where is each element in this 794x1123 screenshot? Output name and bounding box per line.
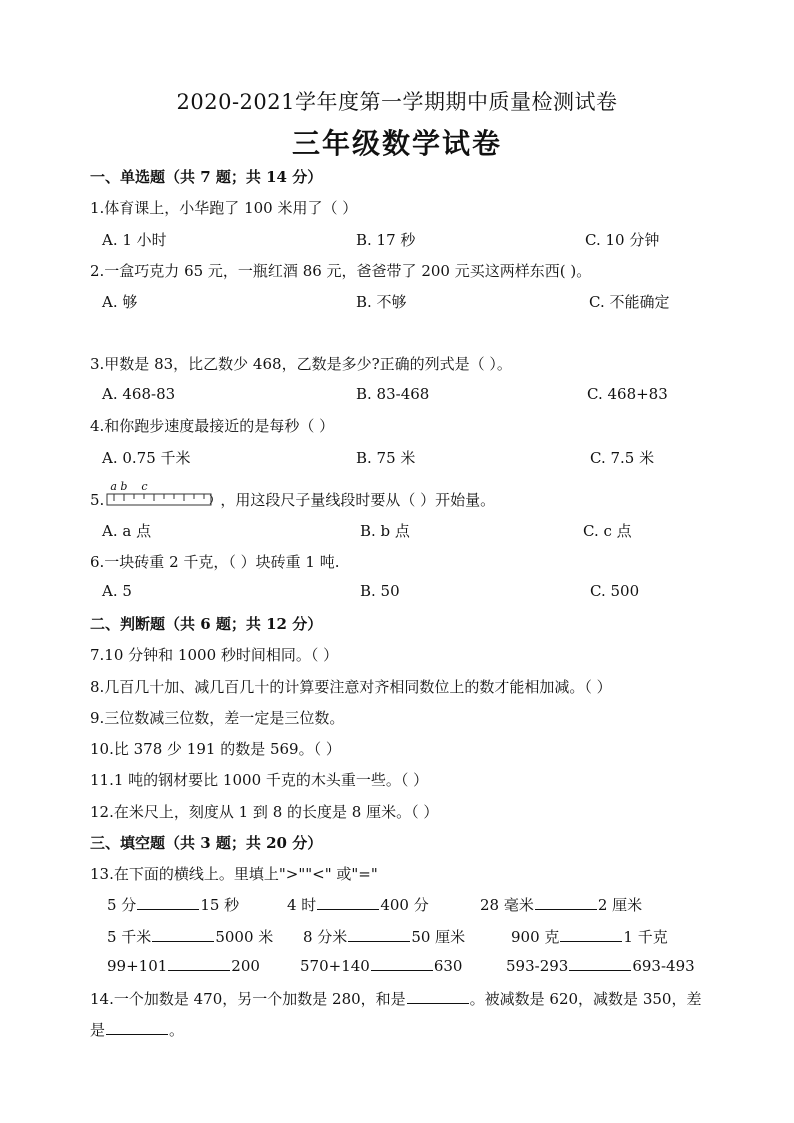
question-1: 1.体育课上，小华跑了 100 米用了（ ）	[90, 199, 358, 217]
compare-item: 8 分米 50 厘米	[303, 928, 466, 946]
question-12: 12.在米尺上，刻度从 1 到 8 的长度是 8 厘米。（ ）	[90, 803, 439, 821]
option-1a[interactable]: A. 1 小时	[102, 231, 167, 249]
answer-blank[interactable]	[560, 929, 622, 942]
exam-subtitle: 三年级数学试卷	[291, 127, 502, 160]
option-4b[interactable]: B. 75 米	[356, 449, 416, 467]
question-3: 3.甲数是 83，比乙数少 468，乙数是多少?正确的列式是（ ）。	[90, 355, 512, 373]
question-10: 10.比 378 少 191 的数是 569。（ ）	[90, 740, 341, 758]
question-7: 7.10 分钟和 1000 秒时间相同。（ ）	[90, 646, 339, 664]
compare-item: 4 时 400 分	[287, 896, 429, 914]
section-title-fill-in: 三、填空题（共 3 题；共 20 分）	[90, 834, 323, 852]
answer-blank[interactable]	[106, 1022, 168, 1035]
compare-item: 5 千米 5000 米	[107, 928, 274, 946]
option-1b[interactable]: B. 17 秒	[356, 231, 416, 249]
question-14-line-1: 14.一个加数是 470，另一个加数是 280，和是 。被减数是 620，减数是 350，差	[90, 990, 702, 1008]
option-4c[interactable]: C. 7.5 米	[590, 449, 655, 467]
ruler-image	[106, 480, 218, 508]
option-5c[interactable]: C. c 点	[583, 522, 632, 540]
compare-item: 570+140 630	[300, 957, 463, 975]
answer-blank[interactable]	[348, 929, 410, 942]
question-5-number: 5.	[90, 491, 105, 509]
question-11: 11.1 吨的钢材要比 1000 千克的木头重一些。（ ）	[90, 771, 429, 789]
answer-blank[interactable]	[168, 958, 230, 971]
option-3c[interactable]: C. 468+83	[587, 385, 668, 403]
section-title-single-choice: 一、单选题（共 7 题；共 14 分）	[90, 168, 323, 186]
option-2a[interactable]: A. 够	[102, 293, 138, 311]
option-2b[interactable]: B. 不够	[356, 293, 407, 311]
ruler-point-labels: a b c	[110, 480, 148, 493]
answer-blank[interactable]	[137, 897, 199, 910]
option-6b[interactable]: B. 50	[360, 582, 400, 600]
question-13: 13.在下面的横线上。里填上">""<" 或"="	[90, 865, 378, 883]
answer-blank[interactable]	[407, 991, 469, 1004]
compare-item: 5 分 15 秒	[107, 896, 240, 914]
exam-title: 2020-2021学年度第一学期期中质量检测试卷	[176, 90, 618, 114]
compare-item: 28 毫米 2 厘米	[480, 896, 643, 914]
option-6a[interactable]: A. 5	[102, 582, 132, 600]
section-title-true-false: 二、判断题（共 6 题；共 12 分）	[90, 615, 323, 633]
compare-item: 900 克 1 千克	[511, 928, 668, 946]
option-5a[interactable]: A. a 点	[102, 522, 152, 540]
question-8: 8.几百几十加、减几百几十的计算要注意对齐相同数位上的数才能相加减。（ ）	[90, 678, 612, 696]
option-2c[interactable]: C. 不能确定	[589, 293, 670, 311]
ruler-icon	[106, 492, 218, 508]
question-14-line-2: 是 。	[90, 1021, 185, 1039]
answer-blank[interactable]	[569, 958, 631, 971]
option-5b[interactable]: B. b 点	[360, 522, 410, 540]
answer-blank[interactable]	[152, 929, 214, 942]
option-3a[interactable]: A. 468-83	[102, 385, 176, 403]
question-6: 6.一块砖重 2 千克，（ ）块砖重 1 吨.	[90, 553, 340, 571]
question-9: 9.三位数减三位数，差一定是三位数。	[90, 709, 345, 727]
compare-item: 99+101 200	[107, 957, 260, 975]
option-1c[interactable]: C. 10 分钟	[585, 231, 660, 249]
answer-blank[interactable]	[535, 897, 597, 910]
question-5-text: ，用这段尺子量线段时要从（ ）开始量。	[220, 491, 496, 509]
answer-blank[interactable]	[317, 897, 379, 910]
question-4: 4.和你跑步速度最接近的是每秒（ ）	[90, 417, 335, 435]
option-4a[interactable]: A. 0.75 千米	[102, 449, 191, 467]
option-3b[interactable]: B. 83-468	[356, 385, 430, 403]
option-6c[interactable]: C. 500	[590, 582, 640, 600]
answer-blank[interactable]	[371, 958, 433, 971]
question-5	[90, 480, 496, 510]
compare-item: 593-293 693-493	[506, 957, 695, 975]
question-2: 2.一盒巧克力 65 元，一瓶红酒 86 元，爸爸带了 200 元买这两样东西( )。	[90, 262, 592, 280]
